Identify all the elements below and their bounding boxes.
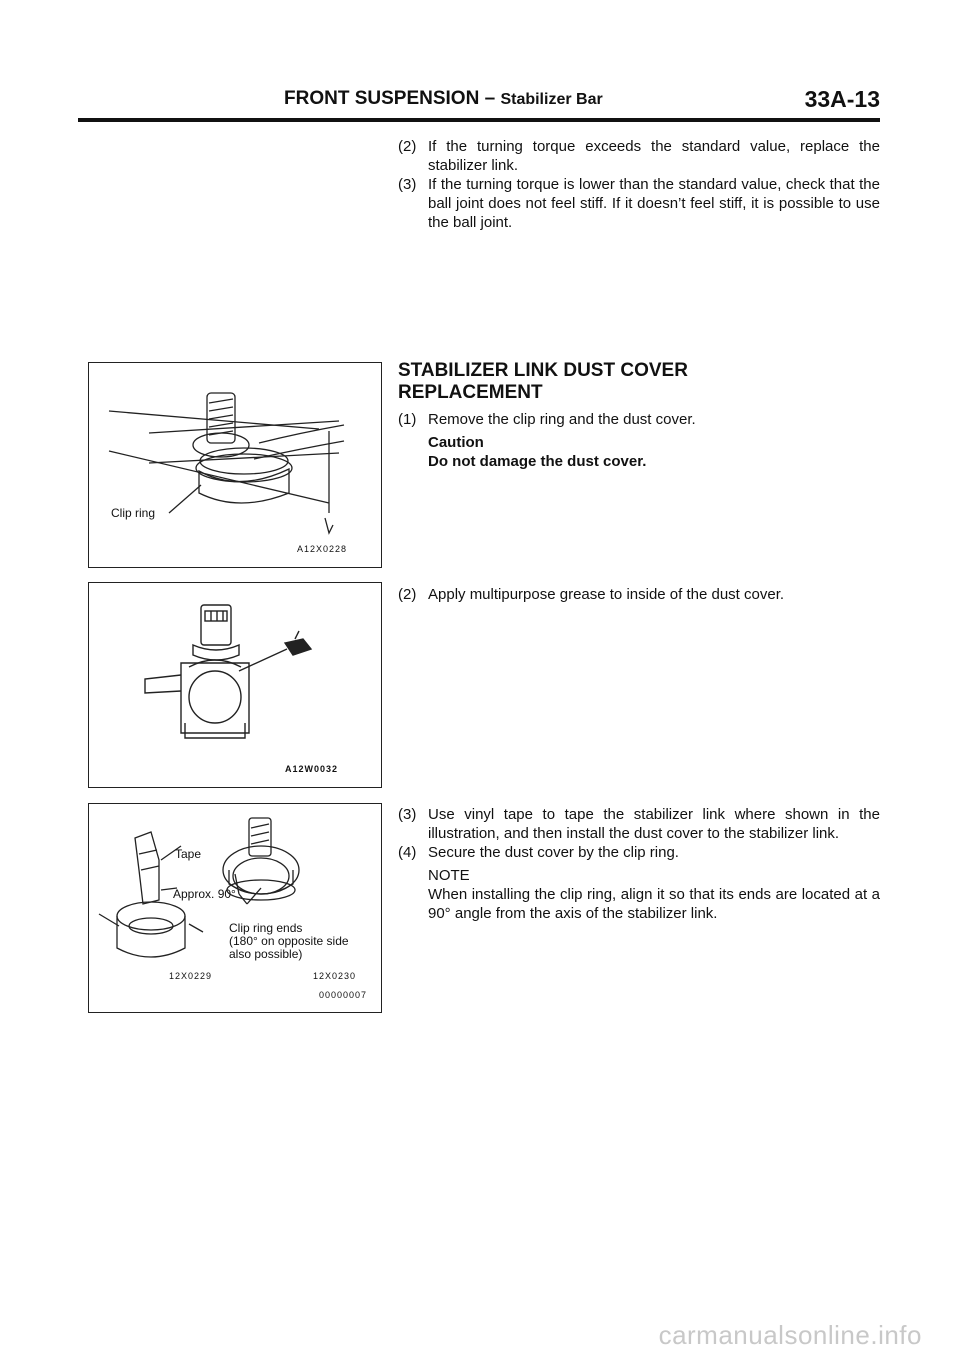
item-number: (3) <box>398 806 417 823</box>
clip-ring-ends-line1: Clip ring ends <box>229 921 303 935</box>
item-text: Remove the clip ring and the dust cover. <box>428 411 696 428</box>
item-text: If the turning torque is lower than the standard value, check that the ball joint does not feel stiff. If it doesn’t feel stiff, it is possible to use the ball joint. <box>428 176 880 231</box>
figure-clip-ring <box>88 362 382 568</box>
list-item <box>398 805 880 843</box>
figure-tape-clip-ends <box>88 803 382 1013</box>
section-dust-cover <box>398 360 880 471</box>
note-text: When installing the clip ring, align it so that its ends are located at a 90° angle from the axis of the stabilizer link. <box>428 886 880 922</box>
approx-90-label: Approx. 90° <box>173 887 236 901</box>
item-text: Secure the dust cover by the clip ring. <box>428 844 679 861</box>
title-sub: Stabilizer Bar <box>500 91 603 108</box>
list-item <box>398 843 880 862</box>
figure-code-left: 12X0229 <box>169 971 213 981</box>
section-title-line2: REPLACEMENT <box>398 382 543 403</box>
page-number: 33A-13 <box>804 86 880 112</box>
clip-ring-illustration <box>89 363 381 567</box>
figure-code: A12W0032 <box>285 764 339 774</box>
tape-label: Tape <box>175 847 202 861</box>
list-item <box>398 410 880 429</box>
steps-3-4 <box>398 805 880 923</box>
grease-illustration <box>89 583 381 787</box>
page-title <box>284 88 603 110</box>
item-text: Use vinyl tape to tape the stabilizer link where shown in the illustration, and then install the dust cover to the stabilizer link. <box>428 806 880 842</box>
caution-label: Caution <box>428 434 484 451</box>
page-header <box>78 86 880 122</box>
item-number: (3) <box>398 176 417 193</box>
item-number: (4) <box>398 844 417 861</box>
step-2 <box>398 585 880 604</box>
item-text: Apply multipurpose grease to inside of the dust cover. <box>428 586 785 603</box>
item-number: (2) <box>398 586 417 603</box>
list-item <box>398 585 880 604</box>
title-main: FRONT SUSPENSION <box>284 88 480 109</box>
clip-ring-ends-line3: also possible) <box>229 947 303 961</box>
list-item <box>398 137 880 175</box>
clip-ring-ends-line2: (180° on opposite side <box>229 934 349 948</box>
section-title <box>398 360 880 404</box>
section-title-line1: STABILIZER LINK DUST COVER <box>398 360 688 381</box>
list-item <box>398 175 880 232</box>
figure-grease <box>88 582 382 788</box>
figure-code-right: 12X0230 <box>313 971 357 981</box>
note-label: NOTE <box>428 867 470 884</box>
header-rule <box>78 118 880 122</box>
item-number: (2) <box>398 138 417 155</box>
text-block-intro <box>398 137 880 232</box>
title-separator: – <box>479 88 501 109</box>
watermark: carmanualsonline.info <box>658 1320 922 1350</box>
figure-code-bottom: 00000007 <box>319 990 368 1000</box>
figure-code: A12X0228 <box>297 544 348 554</box>
item-text: If the turning torque exceeds the standard value, replace the stabilizer link. <box>428 138 880 174</box>
clip-ring-label: Clip ring <box>111 506 156 520</box>
caution-text: Do not damage the dust cover. <box>428 453 647 470</box>
item-number: (1) <box>398 411 417 428</box>
